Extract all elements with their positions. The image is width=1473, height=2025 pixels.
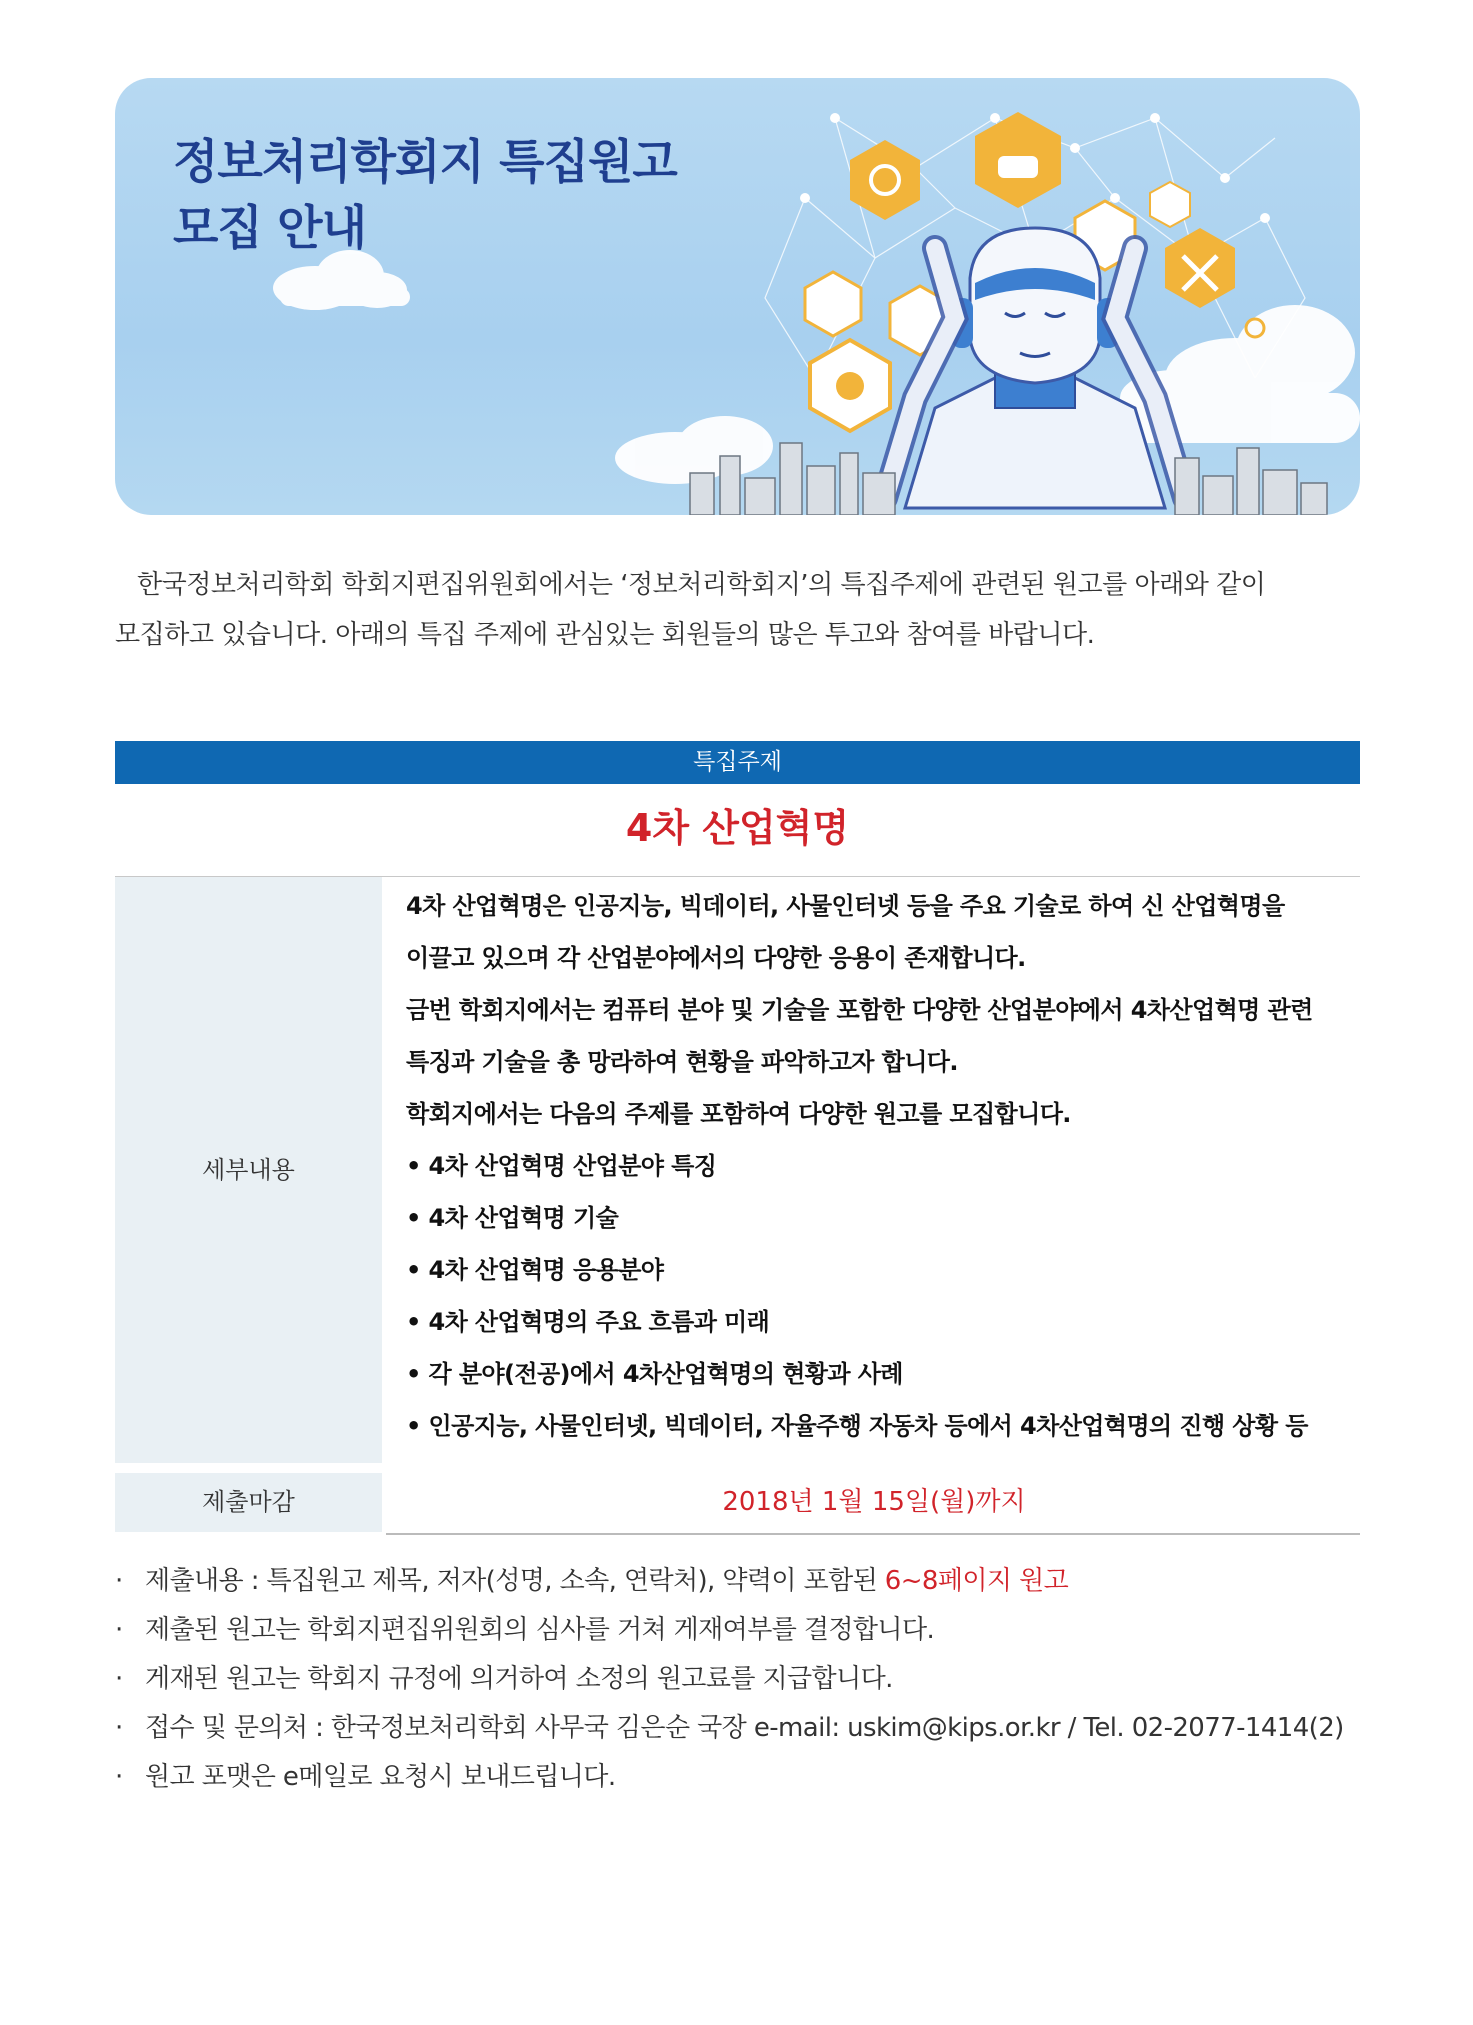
details-para3: 학회지에서는 다음의 주제를 포함하여 다양한 원고를 모집합니다. [406, 1100, 1071, 1128]
details-content [406, 880, 1360, 1452]
bullet-dot: · [115, 1566, 123, 1596]
note-item [115, 1704, 1375, 1753]
note-item [115, 1606, 1375, 1655]
details-para1-line2: 이끌고 있으며 각 산업분야에서의 다양한 응용이 존재합니다. [406, 944, 1026, 972]
note-text: 제출내용 : 특집원고 제목, 저자(성명, 소속, 연락처), 약력이 포함된 [145, 1566, 885, 1596]
deadline-value: 2018년 1월 15일(월)까지 [722, 1487, 1026, 1517]
details-para1-line1: 4차 산업혁명은 인공지능, 빅데이터, 사물인터넷 등을 주요 기술로 하여 신 산업혁명을 [406, 892, 1285, 920]
table-bottom-border [386, 1533, 1360, 1535]
bullet-dot: · [115, 1713, 123, 1743]
details-para2-line1: 금번 학회지에서는 컴퓨터 분야 및 기술을 포함한 다양한 산업분야에서 4차산업혁명 관련 [406, 996, 1313, 1024]
banner-title-line1: 정보처리학회지 특집원고 [173, 135, 677, 190]
list-item: • 4차 산업혁명 응용분야 [406, 1256, 664, 1284]
list-item: • 인공지능, 사물인터넷, 빅데이터, 자율주행 자동차 등에서 4차산업혁명의 진행 상황 등 [406, 1412, 1308, 1440]
note-item [115, 1557, 1375, 1606]
intro-paragraph [115, 560, 1360, 660]
note-item [115, 1753, 1375, 1802]
banner-title-line2: 모집 안내 [173, 201, 366, 256]
list-item: • 4차 산업혁명 기술 [406, 1204, 619, 1232]
note-item [115, 1655, 1375, 1704]
topic-title: 4차 산업혁명 [625, 806, 850, 850]
list-item: • 각 분야(전공)에서 4차산업혁명의 현황과 사례 [406, 1360, 903, 1388]
details-label: 세부내용 [115, 877, 382, 1463]
topic-header-bar: 특집주제 [115, 741, 1360, 784]
note-text: 원고 포맷은 e메일로 요청시 보내드립니다. [145, 1762, 616, 1792]
submission-notes [115, 1557, 1375, 1802]
banner-title [173, 130, 677, 262]
bullet-dot: · [115, 1762, 123, 1792]
deadline-label: 제출마감 [115, 1473, 382, 1532]
note-text: 접수 및 문의처 : 한국정보처리학회 사무국 김은순 국장 e-mail: uskim@kips.or.kr / Tel. 02-2077-1414(2) [145, 1713, 1344, 1743]
note-text: 게재된 원고는 학회지 규정에 의거하여 소정의 원고료를 지급합니다. [145, 1664, 893, 1694]
header-banner [115, 78, 1360, 515]
details-bullet-list [406, 1140, 1360, 1452]
bullet-dot: · [115, 1664, 123, 1694]
note-highlight: 6~8페이지 원고 [884, 1566, 1069, 1596]
bullet-dot: · [115, 1615, 123, 1645]
list-item: • 4차 산업혁명 산업분야 특징 [406, 1152, 717, 1180]
note-text: 제출된 원고는 학회지편집위원회의 심사를 거쳐 게재여부를 결정합니다. [145, 1615, 935, 1645]
list-item: • 4차 산업혁명의 주요 흐름과 미래 [406, 1308, 770, 1336]
intro-line-2: 모집하고 있습니다. 아래의 특집 주제에 관심있는 회원들의 많은 투고와 참여를 바랍니다. [115, 620, 1095, 650]
intro-line-1: 한국정보처리학회 학회지편집위원회에서는 ‘정보처리학회지’의 특집주제에 관련된 원고를 아래와 같이 [137, 570, 1266, 600]
details-para2-line2: 특징과 기술을 총 망라하여 현황을 파악하고자 합니다. [406, 1048, 958, 1076]
